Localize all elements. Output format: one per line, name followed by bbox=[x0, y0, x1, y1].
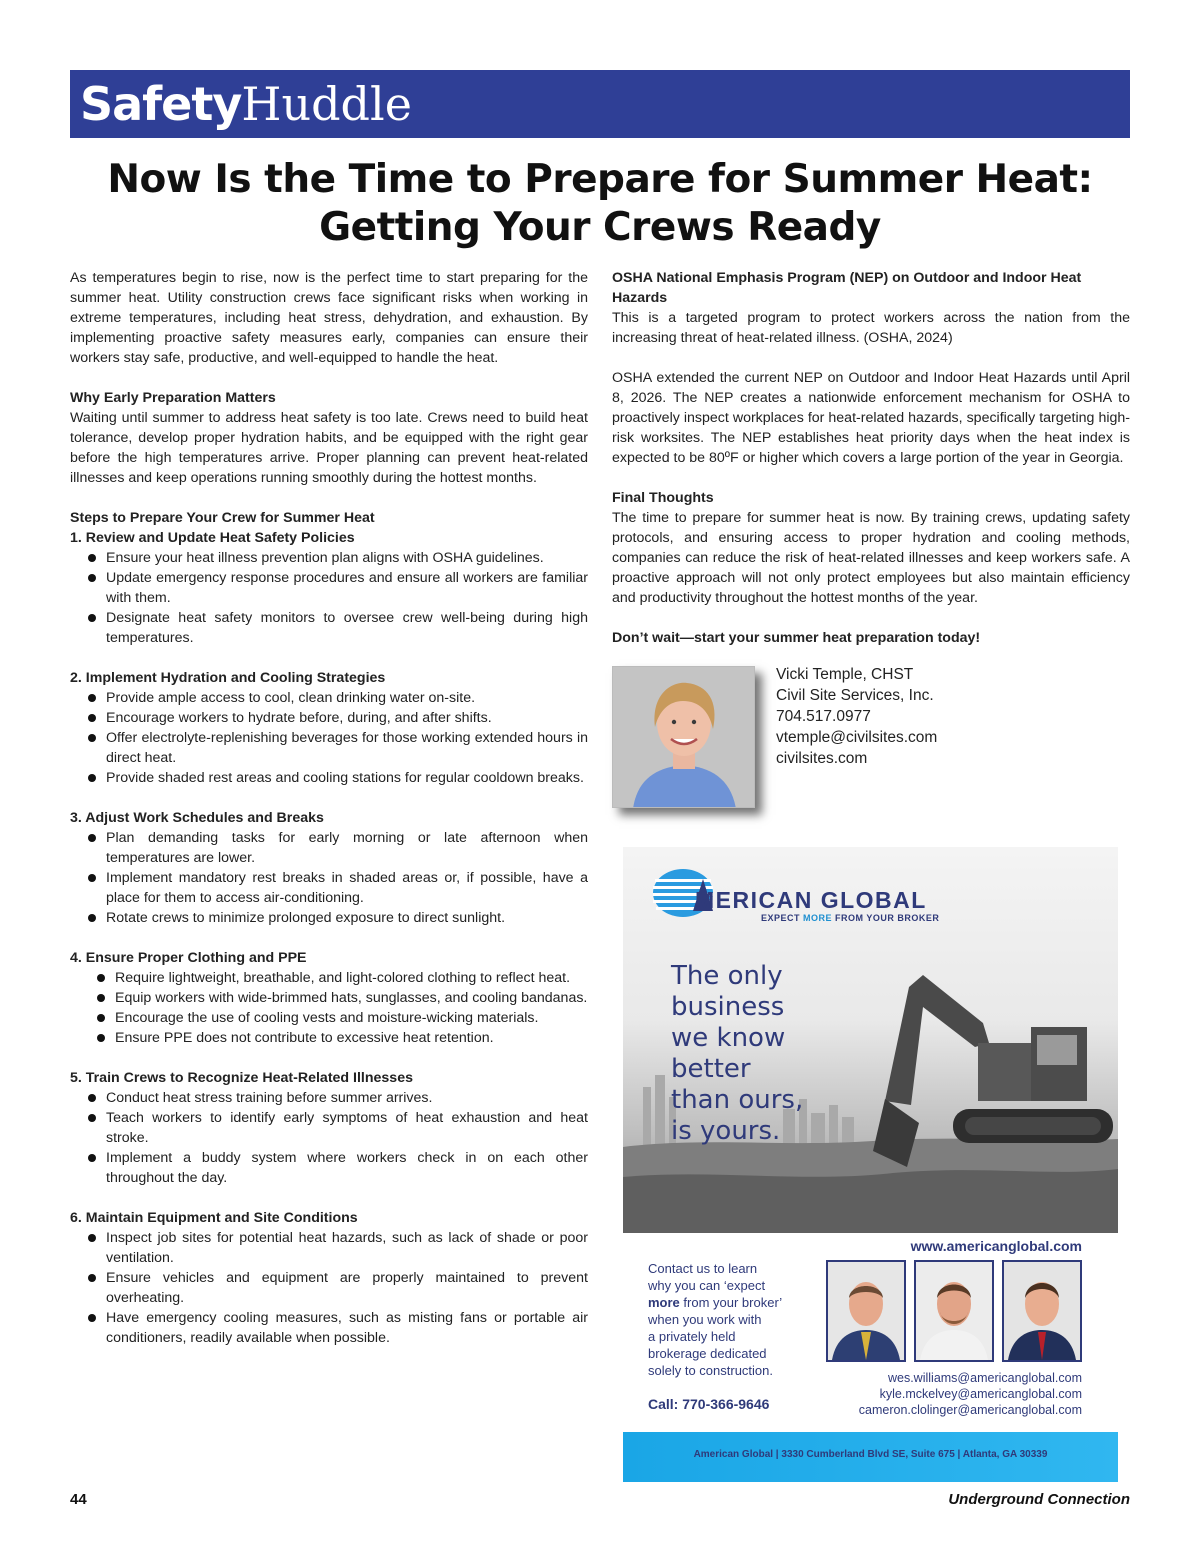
person-portrait-icon bbox=[828, 1262, 904, 1360]
person-portrait-icon bbox=[1004, 1262, 1080, 1360]
headshot-2 bbox=[914, 1260, 994, 1362]
ad-contact-line: Contact us to learn bbox=[648, 1261, 758, 1276]
ad-email-link[interactable]: wes.williams@americanglobal.com bbox=[887, 1371, 1082, 1385]
step-title: 3. Adjust Work Schedules and Breaks bbox=[70, 810, 324, 826]
ad-tagline-pre: EXPECT bbox=[761, 913, 804, 923]
ad-tagline bbox=[761, 913, 939, 923]
intro-paragraph: As temperatures begin to rise, now is the perfect time to start preparing for the summer heat. Utility construction crews face significant risks when working in extreme temperatures, including heat stress, dehydration, and exhaustion. By implementing proactive safety measures early, companies can ensure their workers stay safe, productive, and well-equipped to handle the heat. bbox=[70, 270, 588, 366]
author-website[interactable]: civilsites.com bbox=[776, 750, 868, 767]
headline-line-1: Now Is the Time to Prepare for Summer Heat: bbox=[107, 157, 1093, 202]
ad-footer-bar bbox=[623, 1432, 1118, 1482]
step-title: 6. Maintain Equipment and Site Conditions bbox=[70, 1210, 358, 1226]
list-item: Rotate crews to minimize prolonged exposure to direct sunlight. bbox=[70, 908, 588, 928]
author-phone: 704.517.0977 bbox=[776, 708, 871, 725]
ad-contact-line: solely to construction. bbox=[648, 1363, 774, 1378]
final-heading: Final Thoughts bbox=[612, 490, 714, 506]
list-item: Plan demanding tasks for early morning or late afternoon when temperatures are lower. bbox=[70, 828, 588, 868]
step-list bbox=[70, 968, 588, 1048]
article-headline bbox=[70, 156, 1130, 252]
banner-title bbox=[80, 76, 412, 132]
list-item: Update emergency response procedures and ensure all workers are familiar with them. bbox=[70, 568, 588, 608]
headshot-3 bbox=[1002, 1260, 1082, 1362]
list-item: Offer electrolyte-replenishing beverages for those working extended hours in direct heat. bbox=[70, 728, 588, 768]
ad-address: American Global | 3330 Cumberland Blvd SE, Suite 675 | Atlanta, GA 30339 bbox=[693, 1449, 1048, 1460]
nep-paragraph-1: This is a targeted program to protect workers across the nation from the increasing threat of heat-related illness. (OSHA, 2024) bbox=[612, 310, 1130, 346]
ad-headline-line: better bbox=[671, 1054, 751, 1084]
author-info bbox=[776, 664, 937, 769]
ad-contact-line: a privately held bbox=[648, 1329, 736, 1344]
person-portrait-icon bbox=[916, 1262, 992, 1360]
american-global-ad[interactable] bbox=[623, 847, 1118, 1482]
list-item: Provide shaded rest areas and cooling stations for regular cooldown breaks. bbox=[70, 768, 588, 788]
ad-headline-line: than ours, bbox=[671, 1085, 804, 1115]
call-to-action: Don’t wait—start your summer heat preparation today! bbox=[612, 630, 981, 646]
ad-contact-more: more bbox=[648, 1295, 680, 1310]
list-item: Encourage workers to hydrate before, during, and after shifts. bbox=[70, 708, 588, 728]
why-heading: Why Early Preparation Matters bbox=[70, 390, 276, 406]
step-list bbox=[70, 1228, 588, 1348]
ad-hero-image bbox=[623, 847, 1118, 1233]
banner-title-bold: Safety bbox=[80, 77, 242, 131]
right-column bbox=[612, 268, 1130, 648]
ad-tagline-more: MORE bbox=[803, 913, 833, 923]
ad-headline bbox=[671, 961, 803, 1147]
publication-name: Underground Connection bbox=[948, 1491, 1130, 1508]
ad-contact-line bbox=[648, 1294, 782, 1311]
list-item: Have emergency cooling measures, such as misting fans or portable air conditioners, readily available when possible. bbox=[70, 1308, 588, 1348]
list-item: Ensure PPE does not contribute to excessive heat retention. bbox=[70, 1028, 588, 1048]
ad-brand-name: MERICAN GLOBAL bbox=[695, 887, 927, 913]
list-item: Teach workers to identify early symptoms of heat exhaustion and heat stroke. bbox=[70, 1108, 588, 1148]
list-item: Equip workers with wide-brimmed hats, sunglasses, and cooling bandanas. bbox=[70, 988, 588, 1008]
list-item: Require lightweight, breathable, and light-colored clothing to reflect heat. bbox=[70, 968, 588, 988]
ad-email-link[interactable]: kyle.mckelvey@americanglobal.com bbox=[879, 1387, 1082, 1401]
author-portrait-icon bbox=[613, 667, 755, 808]
ad-contact-line: brokerage dedicated bbox=[648, 1346, 767, 1361]
left-column bbox=[70, 268, 588, 1348]
ad-website-link[interactable]: www.americanglobal.com bbox=[910, 1238, 1082, 1254]
banner-title-light: Huddle bbox=[241, 77, 412, 131]
step-title: 1. Review and Update Heat Safety Policies bbox=[70, 530, 355, 546]
author-name: Vicki Temple, CHST bbox=[776, 666, 914, 683]
list-item: Inspect job sites for potential heat hazards, such as lack of shade or poor ventilation. bbox=[70, 1228, 588, 1268]
step-list bbox=[70, 828, 588, 928]
ad-contact-line-rest: from your broker’ bbox=[679, 1295, 783, 1310]
ad-headline-line: we know bbox=[671, 1023, 786, 1053]
step-list bbox=[70, 688, 588, 788]
list-item: Provide ample access to cool, clean drinking water on-site. bbox=[70, 688, 588, 708]
why-paragraph: Waiting until summer to address heat safety is too late. Crews need to build heat tolerance, develop proper hydration habits, and be equipped with the right gear before the high temperatures arrive. Proper planning can prevent heat-related illnesses and keep operations running smoothly during the hottest months. bbox=[70, 410, 588, 486]
ad-headline-line: business bbox=[671, 992, 785, 1022]
step-title: 2. Implement Hydration and Cooling Strategies bbox=[70, 670, 386, 686]
author-email[interactable]: vtemple@civilsites.com bbox=[776, 729, 938, 746]
list-item: Ensure vehicles and equipment are properly maintained to prevent overheating. bbox=[70, 1268, 588, 1308]
steps-heading: Steps to Prepare Your Crew for Summer Heat bbox=[70, 510, 375, 526]
list-item: Implement a buddy system where workers check in on each other throughout the day. bbox=[70, 1148, 588, 1188]
step-list bbox=[70, 548, 588, 648]
final-paragraph: The time to prepare for summer heat is now. By training crews, updating safety protocols, and ensuring access to proper hydration and cooling methods, companies can reduce the risk of heat-related illnesses and keep workers safe. A proactive approach will not only protect employees but also maintain efficiency and productivity throughout the hottest months of the year. bbox=[612, 510, 1130, 606]
ad-contact-text bbox=[648, 1260, 782, 1379]
list-item: Implement mandatory rest breaks in shaded areas or, if possible, have a place for them to access air-conditioning. bbox=[70, 868, 588, 908]
step-title: 4. Ensure Proper Clothing and PPE bbox=[70, 950, 307, 966]
list-item: Ensure your heat illness prevention plan aligns with OSHA guidelines. bbox=[70, 548, 588, 568]
author-company: Civil Site Services, Inc. bbox=[776, 687, 934, 704]
ad-phone[interactable]: Call: 770-366-9646 bbox=[648, 1396, 770, 1412]
list-item: Encourage the use of cooling vests and moisture-wicking materials. bbox=[70, 1008, 588, 1028]
list-item: Designate heat safety monitors to oversee crew well-being during high temperatures. bbox=[70, 608, 588, 648]
headshot-1 bbox=[826, 1260, 906, 1362]
list-item: Conduct heat stress training before summer arrives. bbox=[70, 1088, 588, 1108]
ad-emails bbox=[859, 1370, 1082, 1418]
ad-email-link[interactable]: cameron.clolinger@americanglobal.com bbox=[858, 1403, 1082, 1417]
author-photo bbox=[612, 666, 755, 808]
nep-paragraph-2: OSHA extended the current NEP on Outdoor and Indoor Heat Hazards until April 8, 2026. The NEP creates a nationwide enforcement mechanism for OSHA to proactively inspect workplaces for heat-related hazards, specifically targeting high-risk worksites. The NEP establishes heat priority days when the heat index is expected to be 80ºF or higher which covers a large portion of the year in Georgia. bbox=[612, 370, 1130, 466]
section-banner bbox=[70, 70, 1130, 138]
headline-line-2: Getting Your Crews Ready bbox=[319, 205, 881, 250]
step-list bbox=[70, 1088, 588, 1188]
ad-contact-line: when you work with bbox=[648, 1312, 762, 1327]
ad-headline-line: The only bbox=[671, 961, 783, 991]
ad-tagline-post: FROM YOUR BROKER bbox=[832, 913, 940, 923]
page-number: 44 bbox=[70, 1491, 87, 1508]
step-title: 5. Train Crews to Recognize Heat-Related Illnesses bbox=[70, 1070, 413, 1086]
ad-contact-line: why you can ‘expect bbox=[648, 1278, 766, 1293]
nep-heading: OSHA National Emphasis Program (NEP) on Outdoor and Indoor Heat Hazards bbox=[612, 270, 1082, 306]
ad-headline-line: is yours. bbox=[671, 1116, 781, 1146]
